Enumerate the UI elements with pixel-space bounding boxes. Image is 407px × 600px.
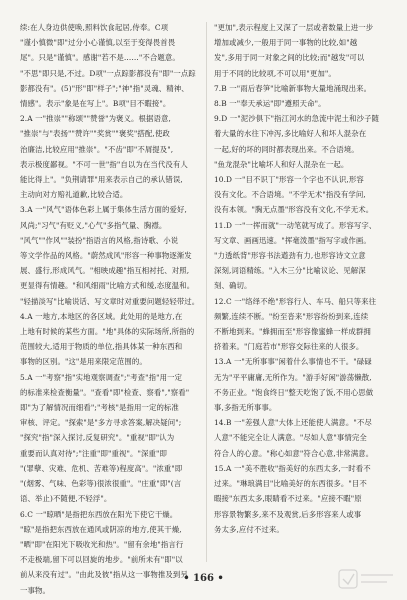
text-line: 主动向对方赔礼道歉,比较合适。 — [20, 190, 128, 200]
text-line: 刻、确切。 — [214, 281, 252, 291]
text-line: 写文章、画画迅速。"挥毫泼墨"指写字或作画。 — [214, 235, 371, 245]
text-line: 没有本领。"胸无点墨"形容没有文化,不学无术。 — [214, 205, 374, 215]
text-line: 没有文化。不合语境。"不学无术"指没有学问, — [214, 190, 366, 200]
text-line: 不走极端,留下可以回旋的地步。"前所未有"即"以 — [20, 555, 183, 565]
text-line: "探究"指"深入探讨,反复研究"。"重视"即"认为 — [20, 433, 175, 443]
text-line: 事,多指无所事事。 — [214, 403, 277, 413]
text-line: 能比得上"。"负荆请罪"用来表示自己的承认错误, — [20, 175, 183, 185]
text-line: 无为"平平庸庸,无所作为。"游手好闲"游荡懒散, — [214, 372, 372, 382]
text-line: 人意"不能完全让人满意。"尽如人意"事情完全 — [214, 433, 367, 443]
text-line: 15.A 一"美不胜收"指美好的东西太多,一时看不 — [214, 463, 371, 473]
text-line: 10.D 一"目不识丁"形容一个字也不认识,形容 — [214, 175, 364, 185]
text-line: 情感"。表示"象是在写上"。B项"目不暇接"。 — [20, 99, 171, 109]
text-line: 不断地到来。"蜂拥而至"形容像蜜蜂一样成群拥 — [214, 327, 371, 337]
text-line: 一起,好的坏的同时都表现出来。不合语境。 — [214, 144, 359, 154]
text-line: 用于不同的比较项,不可以用"更加"。 — [214, 68, 336, 78]
text-line: 着大量的水往下冲泻,多比喻好人和坏人混杂在 — [214, 129, 367, 139]
text-line: "晒"即"在阳光下吸收光和热"。"留有余地"指言行 — [20, 539, 184, 549]
left-text-column — [20, 20, 200, 595]
text-line: "谨小慎微"即"过分小心谨慎,以至于变得畏首畏 — [20, 38, 176, 48]
text-line: 续:在人身边供使唤,照料饮食起居,侍奉。C项 — [20, 23, 169, 32]
text-line: 更显得有情趣。"和风细雨"比喻方式和缓,态度温和。 — [20, 281, 195, 291]
text-line: 4.A 一地方,本地区的各区域。此处用的是地方,在 — [20, 311, 183, 321]
text-line: 前从来没有过"。"由此及彼"指从这一事物推及到另 — [20, 570, 188, 580]
text-line: 的标准来检查衡量"。"查看"即"检查、察看","察看" — [20, 387, 190, 397]
text-line: 一事物。 — [20, 585, 50, 595]
text-line: 14.B 一"差强人意"大体上还能使人满意。"不尽 — [214, 418, 372, 428]
text-line: 影都没有"。(5)"形"即"样子";"神"指"灵魂、精神、 — [20, 83, 189, 93]
text-line: 8.B 一"奉天承运"即"遵照天命"。 — [214, 99, 326, 109]
text-line: 表示极度鄙视。"不可一世"指"自以为在当代没有人 — [20, 159, 188, 169]
text-line: "不思"即只是,不过。D项"一点踪影都没有"即"一点踪 — [20, 68, 196, 78]
text-line: 过来。"琳琅满目"比喻美好的东西很多。"目不 — [214, 479, 367, 489]
text-line: 重要而认真对待";"注重"即"重视"。"深重"即 — [20, 448, 167, 458]
text-line: 风尚;"习气"有贬义,"心气"多指气量、胸襟。 — [20, 220, 167, 230]
text-line: 9.D 一"泥沙俱下"指江河水的急流中泥土和沙子随 — [214, 114, 380, 124]
watermark-stamp-icon — [337, 566, 397, 592]
text-line: 暇接"东西太多,眼睛看不过来。"应接不暇"原 — [214, 494, 362, 504]
text-line: 13.A 一"无所事事"闲着什么事情也不干。"碌碌 — [214, 357, 372, 367]
text-line: 12.C 一"络绎不绝"形容行人、车马、船只等来往 — [214, 296, 377, 306]
text-line: 上地有时候的某些方面。"地"具体的实际场所,所指的 — [20, 327, 195, 337]
text-line: 不务正业。"饱食终日"整天吃饱了饭,不用心思做 — [214, 387, 374, 397]
text-line: 增加或减少,一般用于同一事物的比较,如"越 — [214, 38, 358, 48]
text-line: "(烟雾、气味、色彩等)很浓很重"。"庄重"即"(言 — [20, 479, 182, 489]
text-line: 语、举止)不随便,不轻浮"。 — [20, 494, 112, 504]
text-line: 2.A 一"推崇""称颂""赞誉"为褒义。根据语意, — [20, 114, 171, 124]
text-line: 深刻,词语精练。"入木三分"比喻议论、见解深 — [214, 266, 366, 276]
text-line: 发",多用于同一对象之间的比较;而"越发"可以 — [214, 53, 365, 63]
text-line: 治廉洁,比较应用"推崇"。"不齿"即"不屑提及", — [20, 144, 174, 154]
text-line: 挤着来。"门庭若市"形容交际往来的人很多。 — [214, 342, 364, 352]
right-text-column — [214, 20, 394, 566]
text-line: 务太多,应付不过来。 — [214, 524, 284, 534]
text-line: "鱼龙混杂"比喻坏人和好人混杂在一起。 — [214, 159, 349, 169]
text-line: "风气""作风""装扮"指语言的风格,指诗歌、小说 — [20, 235, 179, 245]
text-line: 展、盛行,形成风气。"相映成趣"指互相衬托、对照, — [20, 266, 190, 276]
text-line: "更加",表示程度上又深了一层或者数量上进一步 — [214, 23, 374, 32]
text-line: 尾"。只是"谨慎"。感谢"若不是……"不合题意。 — [20, 53, 180, 63]
text-line: 6.C 一"晾晒"是指把东西放在阳光下使它干燥。 — [20, 509, 178, 519]
text-line: "轻描淡写"比喻说话、写文章时对重要问题轻轻带过。 — [20, 296, 200, 306]
text-line: 3.A 一"风气"语体色彩上属于集体生活方面的爱好, — [20, 205, 187, 215]
text-line: "晾"是指把东西放在通风或阴凉的地方,使其干燥, — [20, 524, 182, 534]
text-line: 5.A 一"考察"指"实地观察调查";"考查"指"用一定 — [20, 372, 183, 382]
text-line: 等文学作品的风格。"蔚然成风"形容一种事物逐渐发 — [20, 251, 192, 261]
text-line: "推崇"与"表扬""赞许""奖赏""褒奖"搭配,使政 — [20, 129, 170, 139]
text-line: 频繁,连续不断。"纷至沓来"形容纷纷到来,连续 — [214, 311, 369, 321]
column-divider — [206, 22, 207, 562]
text-line: 7.B 一"雨后春笋"比喻新事物大量地涌现出来。 — [214, 83, 372, 93]
text-line: 范围较大,适用于物质的单位,指具体某一种东西和 — [20, 342, 183, 352]
text-line: "(罪孽、灾难、危机、苦难等)程度高"。"浓重"即 — [20, 463, 183, 473]
page-number: • 166 • — [183, 573, 224, 584]
text-line: 符合人的心意。"称心如意"符合心意,非常满意。 — [214, 448, 374, 458]
text-line: 审核、评定。"探索"是"多方寻求答案,解决疑问"; — [20, 418, 182, 428]
text-line: 事物的区别。"这"是用来限定范围的。 — [20, 357, 147, 367]
text-line: "力透纸背"形容书法遒劲有力,也形容诗文立意 — [214, 251, 366, 261]
text-line: 11.D 一"一挥而就"一动笔就写成了。形容写字、 — [214, 220, 377, 230]
text-line: 形容景物繁多,来不及观赏,后多形容来人或事 — [214, 509, 362, 519]
text-line: 即"为了解情况而细看";"考核"是指用一定的标准 — [20, 403, 179, 413]
